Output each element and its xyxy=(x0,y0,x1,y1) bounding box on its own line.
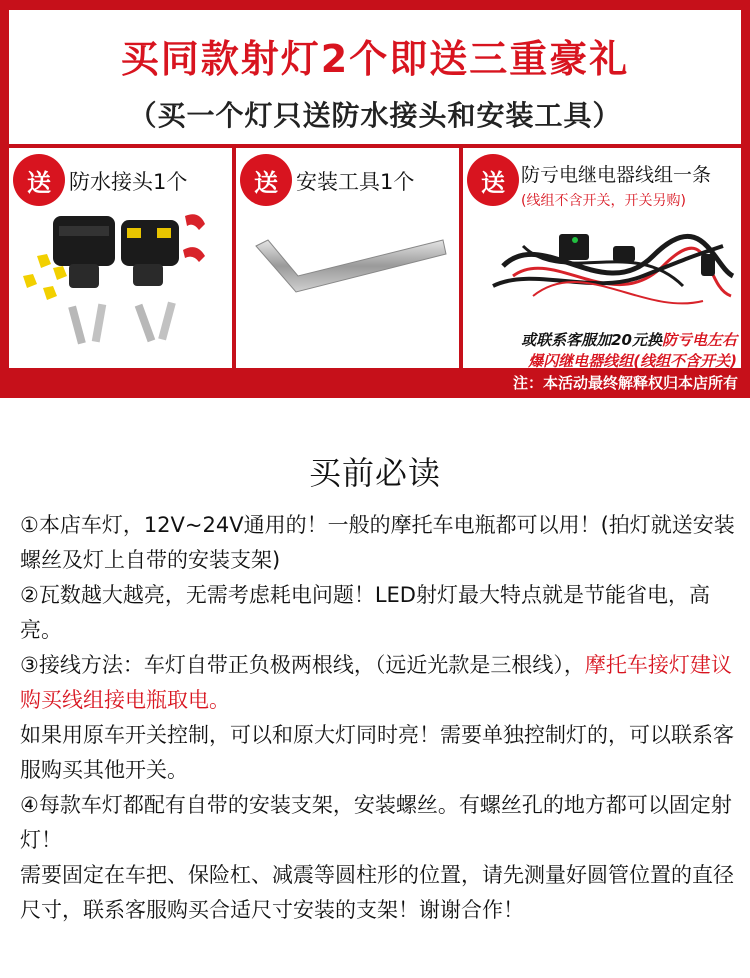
notice-paragraph: 需要固定在车把、保险杠、减震等圆柱形的位置，请先测量好圆管位置的直径尺寸，联系客服购买合适尺寸安装的支架！谢谢合作！ xyxy=(20,863,734,922)
notice-paragraph: 如果用原车开关控制，可以和原大灯同时亮！需要单独控制灯的，可以联系客服购买其他开关。 xyxy=(20,723,734,782)
gift-panel-tool xyxy=(236,148,459,368)
notice-paragraph: ②瓦数越大越亮，无需考虑耗电问题！LED射灯最大特点就是节能省电，高亮。 xyxy=(20,583,710,642)
notice-paragraph: ④每款车灯都配有自带的安装支架，安装螺丝。有螺丝孔的地方都可以固定射灯！ xyxy=(20,793,732,852)
allen-key-image xyxy=(236,206,459,366)
connector-image xyxy=(9,206,232,366)
gift-panels xyxy=(9,144,741,368)
gift-badge: 送 xyxy=(467,154,519,206)
promo-card xyxy=(9,10,741,368)
notice-red-text: 摩托车接灯建议购买线组接电瓶取电。 xyxy=(20,653,732,712)
notice-text: ③接线方法：车灯自带正负极两根线，（远近光款是三根线）， xyxy=(20,653,585,677)
gift-panel-connector xyxy=(9,148,232,368)
notice-body xyxy=(20,508,736,928)
promo-headline: 买同款射灯2个即送三重豪礼 xyxy=(120,37,630,81)
gift-title-tool: 安装工具1个 xyxy=(296,170,415,194)
gift-panel-harness xyxy=(463,148,741,368)
notice-title: 买前必读 xyxy=(308,454,441,492)
gift-badge: 送 xyxy=(240,154,292,206)
gift-title-harness: 防亏电继电器线组一条 xyxy=(521,164,712,186)
upsell-text xyxy=(463,330,737,372)
notice-paragraph: ①本店车灯，12V~24V通用的！一般的摩托车电瓶都可以用！(拍灯就送安装螺丝及灯上自带的安装支架) xyxy=(20,513,735,572)
promo-footer-note: 注：本活动最终解释权归本店所有 xyxy=(512,374,738,392)
upsell-red-2: 爆闪继电器线组(线组不含开关) xyxy=(528,352,737,370)
promo-subline: （买一个灯只送防水接头和安装工具） xyxy=(128,99,622,132)
gift-note-harness: (线组不含开关，开关另购) xyxy=(521,193,686,209)
notice-paragraph xyxy=(20,648,736,718)
wire-harness-image xyxy=(463,206,741,326)
upsell-prefix: 或联系客服加20元换 xyxy=(521,331,662,349)
upsell-red-1: 防亏电左右 xyxy=(661,331,737,349)
gift-title-connector: 防水接头1个 xyxy=(69,170,188,194)
gift-badge: 送 xyxy=(13,154,65,206)
promo-banner xyxy=(0,0,750,398)
